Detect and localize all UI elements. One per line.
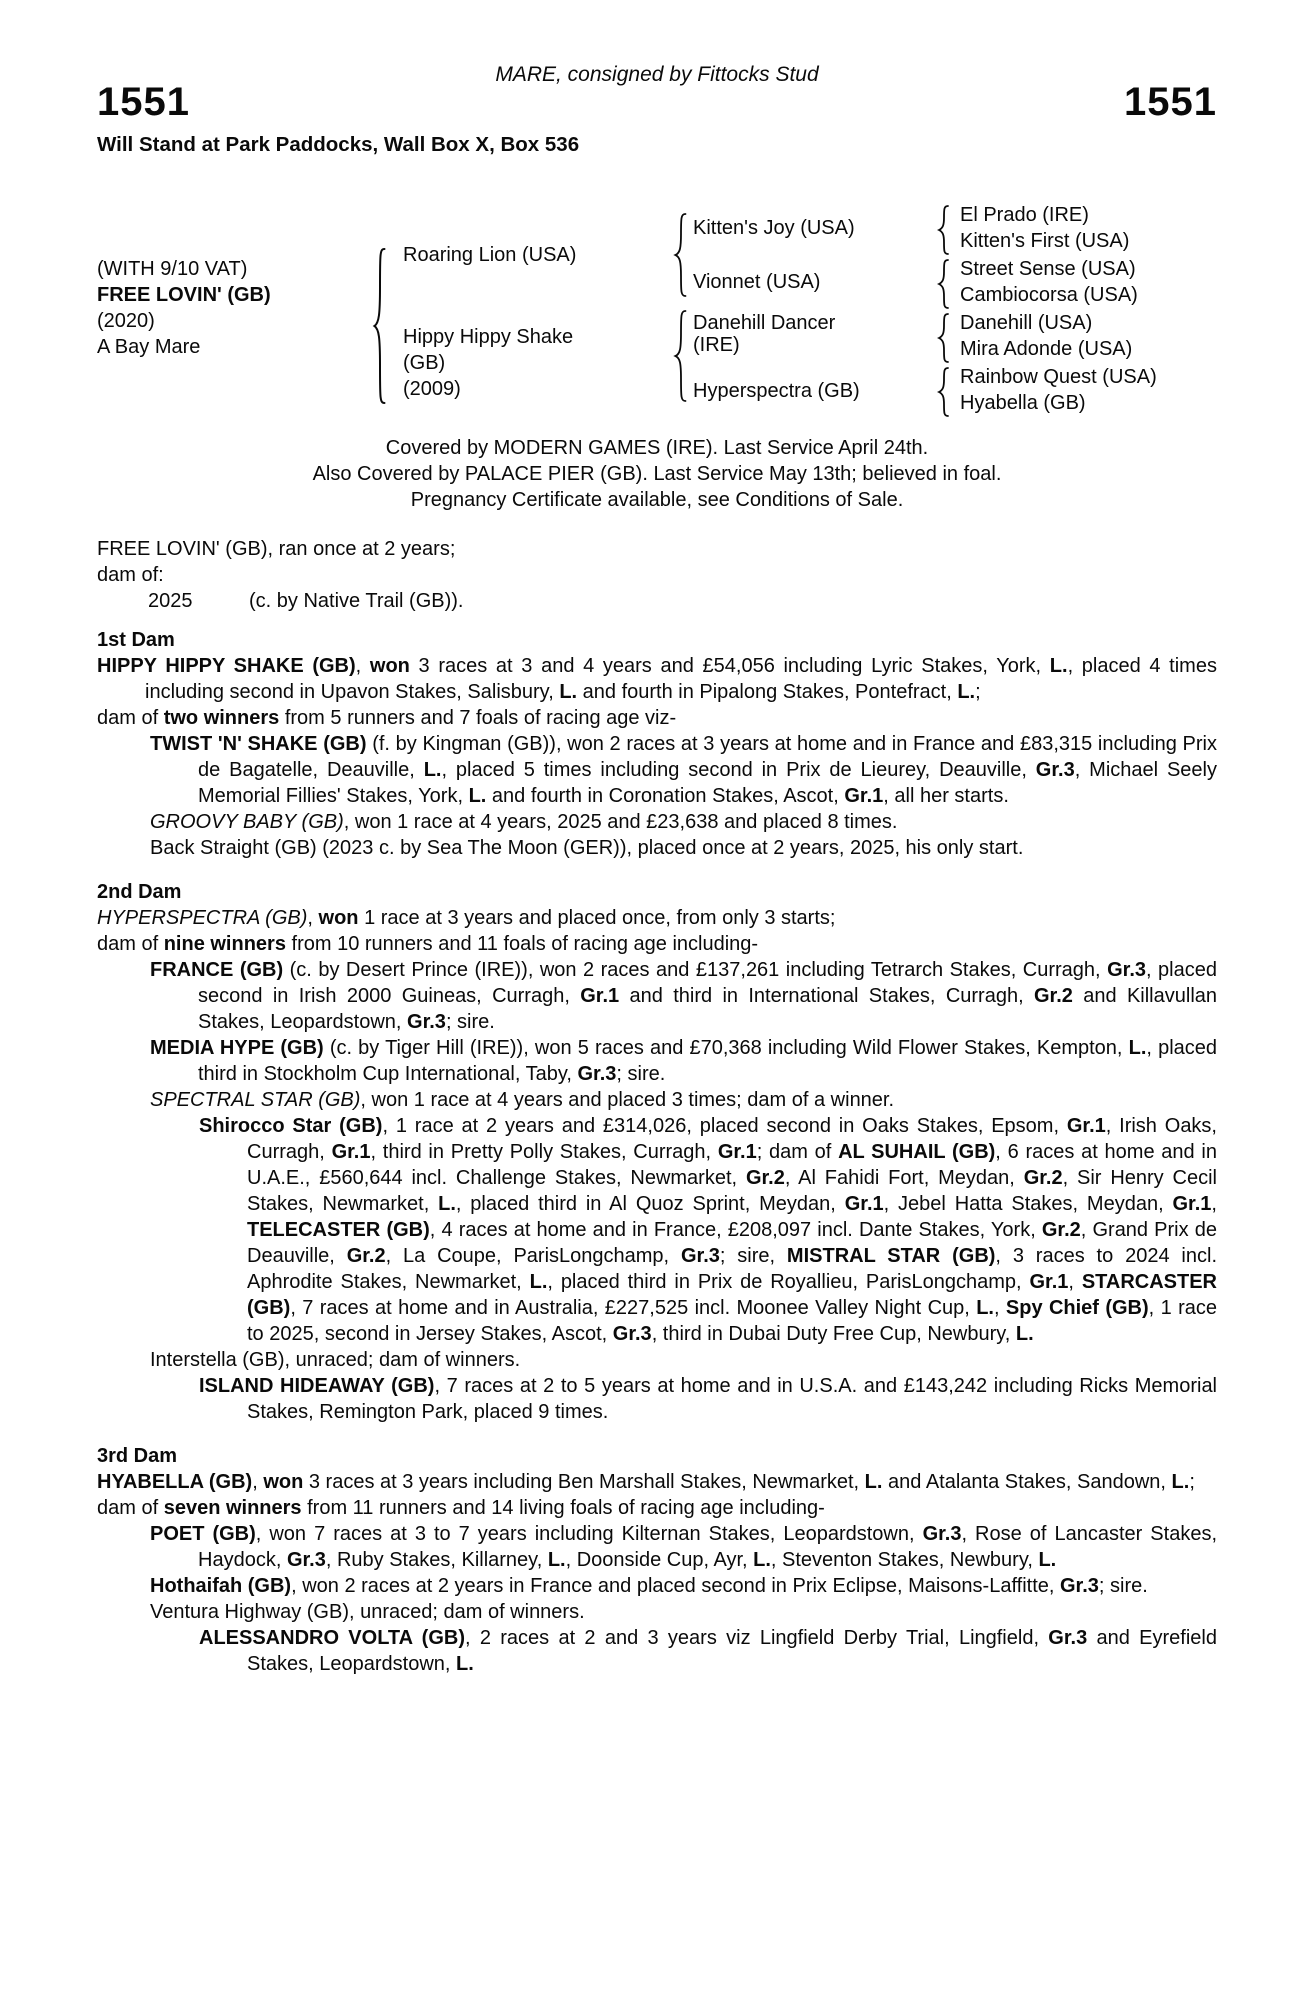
text-segment: , 3 races to 2024 incl. Aphrodite Stakes, Newmarket, <box>247 1245 1217 1293</box>
text-segment: from 5 runners and 7 foals of racing age viz- <box>279 707 677 729</box>
covering-line-2: Also Covered by PALACE PIER (GB). Last Service May 13th; believed in foal. <box>312 463 1002 485</box>
text-segment: L. <box>1049 655 1068 677</box>
text-segment: Gr.1 <box>1066 1115 1106 1137</box>
text-segment: , placed third in Stockholm Cup International, Taby, <box>198 1037 1218 1085</box>
text-segment: TELECASTER (GB) <box>247 1219 430 1241</box>
produce-entry <box>97 588 1217 614</box>
text-segment: TWIST 'N' SHAKE (GB) <box>150 733 367 755</box>
text-segment: , Rose of Lancaster Stakes, Haydock, <box>198 1523 1217 1571</box>
text-segment: and third in International Stakes, Curragh, <box>619 985 1034 1007</box>
text-segment: HYABELLA (GB) <box>97 1471 253 1493</box>
text-segment: won <box>263 1471 304 1493</box>
covering-details <box>97 435 1217 513</box>
dam-section-heading: 1st Dam <box>97 629 175 651</box>
text-segment: won <box>318 907 359 929</box>
text-segment: HIPPY HIPPY SHAKE (GB) <box>97 655 356 677</box>
text-segment: , <box>993 1297 1006 1319</box>
text-segment: and fourth in Pipalong Stakes, Pontefract, <box>577 681 958 703</box>
text-segment: Gr.1 <box>844 785 884 807</box>
pedigree-brace <box>936 313 950 363</box>
pedigree-brace <box>936 205 950 255</box>
text-segment: ; sire. <box>616 1063 666 1085</box>
text-segment: L. <box>559 681 578 703</box>
consignor-line: MARE, consigned by Fittocks Stud <box>495 63 819 86</box>
text-segment: HYPERSPECTRA (GB) <box>97 907 308 929</box>
foal-year: (2020) <box>97 310 155 332</box>
text-segment: ISLAND HIDEAWAY (GB) <box>199 1375 435 1397</box>
pedigree-paragraph <box>97 1087 1217 1113</box>
pedigree-paragraph <box>97 1469 1217 1495</box>
text-segment: (f. by Kingman (GB)), won 2 races at 3 years at home and in France and £83,315 including Prix de Bagatelle, Deauville, <box>198 733 1217 781</box>
text-segment: , 4 races at home and in France, £208,097 incl. Dante Stakes, York, <box>429 1219 1042 1241</box>
text-segment: , all her starts. <box>883 785 1009 807</box>
text-segment: , third in Dubai Duty Free Cup, Newbury, <box>651 1323 1016 1345</box>
text-segment: STARCASTER (GB) <box>247 1271 1217 1319</box>
text-segment: Gr.2 <box>1033 985 1073 1007</box>
text-segment: , Michael Seely Memorial Fillies' Stakes, York, <box>198 759 1217 807</box>
pedigree-paragraph <box>97 705 1217 731</box>
vat-note: (WITH 9/10 VAT) <box>97 258 248 280</box>
dam-name-line2: (GB) <box>403 352 446 374</box>
text-segment: , 1 race to 2025, second in Jersey Stakes, Ascot, <box>247 1297 1217 1345</box>
text-segment: Gr.3 <box>1107 959 1146 981</box>
text-segment: , Irish Oaks, Curragh, <box>247 1115 1217 1163</box>
dam-sire-name-line2: (IRE) <box>693 334 740 356</box>
text-segment: Spy Chief (GB) <box>1005 1297 1149 1319</box>
text-segment: Gr.2 <box>1023 1167 1063 1189</box>
sire-dam-name: Vionnet (USA) <box>693 271 821 293</box>
pedigree-paragraph <box>97 835 1217 861</box>
text-segment: , 2 races at 2 and 3 years viz Lingfield Derby Trial, Lingfield, <box>464 1627 1049 1649</box>
text-segment: and fourth in Coronation Stakes, Ascot, <box>486 785 845 807</box>
text-segment: Ventura Highway (GB), unraced; dam of winners. <box>150 1601 585 1623</box>
pedigree-paragraph <box>97 731 1217 809</box>
text-segment: Gr.1 <box>331 1141 371 1163</box>
pedigree-paragraph <box>97 931 1217 957</box>
sire-sire-name: Kitten's Joy (USA) <box>693 217 855 239</box>
text-segment: Gr.2 <box>1041 1219 1081 1241</box>
produce-detail: (c. by Native Trail (GB)). <box>249 590 464 612</box>
dam-section-3 <box>97 1443 1217 1677</box>
lot-number-left: 1551 <box>97 80 190 124</box>
text-segment: L. <box>468 785 487 807</box>
text-segment: ; sire. <box>1098 1575 1148 1597</box>
text-segment: L. <box>1015 1323 1034 1345</box>
text-segment: L. <box>1038 1549 1057 1571</box>
text-segment: Gr.1 <box>1172 1193 1212 1215</box>
text-segment: , 7 races at 2 to 5 years at home and in U.S.A. and £143,242 including Ricks Memorial Stakes, Remington Park, placed 9 times. <box>247 1375 1218 1423</box>
text-segment: , third in Pretty Polly Stakes, Curragh, <box>370 1141 718 1163</box>
text-segment: , <box>1068 1271 1082 1293</box>
text-segment: Back Straight (GB) (2023 c. by Sea The Moon (GER)), placed once at 2 years, 2025, his only start. <box>150 837 1024 859</box>
pedigree-paragraph <box>97 1373 1217 1425</box>
text-segment: Gr.2 <box>745 1167 785 1189</box>
text-segment: , placed third in Prix de Royallieu, ParisLongchamp, <box>547 1271 1030 1293</box>
text-segment: POET (GB) <box>150 1523 256 1545</box>
text-segment: , La Coupe, ParisLongchamp, <box>385 1245 681 1267</box>
text-segment: SPECTRAL STAR (GB) <box>150 1089 361 1111</box>
text-segment: Gr.3 <box>612 1323 652 1345</box>
text-segment: , 1 race at 2 years and £314,026, placed second in Oaks Stakes, Epsom, <box>382 1115 1067 1137</box>
text-segment: (c. by Tiger Hill (IRE)), won 5 races and £70,368 including Wild Flower Stakes, Kempton, <box>323 1037 1129 1059</box>
text-segment: Gr.3 <box>407 1011 446 1033</box>
text-segment: L. <box>547 1549 566 1571</box>
text-segment: Gr.3 <box>922 1523 962 1545</box>
great-grandparent-5: Danehill (USA) <box>960 312 1093 334</box>
text-segment: seven winners <box>163 1497 302 1519</box>
text-segment: , placed 4 times including second in Upavon Stakes, Salisbury, <box>145 655 1217 703</box>
text-segment: , won 1 race at 4 years, 2025 and £23,638 and placed 8 times. <box>343 811 898 833</box>
text-segment: L. <box>753 1549 771 1571</box>
text-segment: , Doonside Cup, Ayr, <box>565 1549 754 1571</box>
text-segment: , won 1 race at 4 years and placed 3 times; dam of a winner. <box>360 1089 895 1111</box>
pedigree-paragraph <box>97 1495 1217 1521</box>
text-segment: Shirocco Star (GB) <box>199 1115 383 1137</box>
stand-location-line: Will Stand at Park Paddocks, Wall Box X, Box 536 <box>97 133 580 156</box>
text-segment: two winners <box>163 707 280 729</box>
text-segment: from 10 runners and 11 foals of racing age including- <box>285 933 759 955</box>
dam-sire-name-line1: Danehill Dancer <box>693 312 836 334</box>
text-segment: 1 race at 3 years and placed once, from only 3 starts; <box>358 907 836 929</box>
text-segment: dam of <box>97 933 164 955</box>
text-segment: dam of <box>97 707 164 729</box>
text-segment: , won 2 races at 2 years in France and placed second in Prix Eclipse, Maisons-Laffitte, <box>291 1575 1060 1597</box>
dam-section-1 <box>97 627 1217 861</box>
text-segment: and Eyrefield Stakes, Leopardstown, <box>247 1627 1217 1675</box>
text-segment: ; <box>975 681 981 703</box>
pedigree-paragraph <box>97 1599 1217 1625</box>
text-segment: L. <box>976 1297 994 1319</box>
text-segment: 3 races at 3 and 4 years and £54,056 including Lyric Stakes, York, <box>409 655 1050 677</box>
text-segment: , <box>307 907 319 929</box>
pedigree-paragraph <box>97 809 1217 835</box>
text-segment: Gr.1 <box>580 985 620 1007</box>
text-segment: , placed third in Al Quoz Sprint, Meydan, <box>455 1193 845 1215</box>
pedigree-paragraph <box>97 1521 1217 1573</box>
text-segment: GROOVY BABY (GB) <box>150 811 344 833</box>
text-segment: MISTRAL STAR (GB) <box>786 1245 996 1267</box>
text-segment: , Sir Henry Cecil Stakes, Newmarket, <box>247 1167 1217 1215</box>
text-segment: , Al Fahidi Fort, Meydan, <box>784 1167 1024 1189</box>
text-segment: AL SUHAIL (GB) <box>838 1141 996 1163</box>
text-segment: ALESSANDRO VOLTA (GB) <box>199 1627 465 1649</box>
horse-description: A Bay Mare <box>97 336 201 358</box>
text-segment: Gr.3 <box>1035 759 1075 781</box>
text-segment: , 6 races at home and in U.A.E., £560,644 incl. Challenge Stakes, Newmarket, <box>247 1141 1217 1189</box>
text-segment: L. <box>456 1653 474 1675</box>
text-segment: Gr.1 <box>1029 1271 1069 1293</box>
pedigree-paragraph <box>97 1347 1217 1373</box>
pedigree-paragraph <box>97 653 1217 705</box>
dam-name-line3: (2009) <box>403 378 461 400</box>
text-segment: L. <box>438 1193 456 1215</box>
dam-sections <box>97 627 1217 1695</box>
text-segment: ; <box>1189 1471 1195 1493</box>
text-segment: won <box>369 655 410 677</box>
pedigree-brace <box>372 248 386 404</box>
great-grandparent-6: Mira Adonde (USA) <box>960 338 1133 360</box>
text-segment: L. <box>423 759 442 781</box>
dam-dam-name: Hyperspectra (GB) <box>693 380 860 402</box>
text-segment: , won 7 races at 3 to 7 years including Kilternan Stakes, Leopardstown, <box>255 1523 923 1545</box>
text-segment: L. <box>1128 1037 1147 1059</box>
race-record <box>97 536 1217 614</box>
race-record-line: FREE LOVIN' (GB), ran once at 2 years; <box>97 538 456 560</box>
text-segment: MEDIA HYPE (GB) <box>150 1037 324 1059</box>
text-segment: , <box>355 655 370 677</box>
dam-section-2 <box>97 879 1217 1425</box>
produce-dam-of: dam of: <box>97 564 164 586</box>
text-segment: , placed second in Irish 2000 Guineas, Curragh, <box>198 959 1217 1007</box>
text-segment: FRANCE (GB) <box>150 959 284 981</box>
pedigree-paragraph <box>97 1625 1217 1677</box>
pedigree-paragraph <box>97 1113 1217 1347</box>
dam-section-heading: 3rd Dam <box>97 1445 178 1467</box>
great-grandparent-7: Rainbow Quest (USA) <box>960 366 1157 388</box>
text-segment: Gr.2 <box>346 1245 386 1267</box>
pedigree-paragraph <box>97 957 1217 1035</box>
text-segment: , 7 races at home and in Australia, £227,525 incl. Moonee Valley Night Cup, <box>290 1297 977 1319</box>
great-grandparent-3: Street Sense (USA) <box>960 258 1136 280</box>
text-segment: Hothaifah (GB) <box>150 1575 292 1597</box>
lot-number-right: 1551 <box>1124 80 1217 124</box>
text-segment: , placed 5 times including second in Prix de Lieurey, Deauville, <box>441 759 1036 781</box>
text-segment: ; sire. <box>445 1011 495 1033</box>
text-segment: , Grand Prix de Deauville, <box>247 1219 1217 1267</box>
text-segment: Interstella (GB), unraced; dam of winners. <box>150 1349 521 1371</box>
covering-line-1: Covered by MODERN GAMES (IRE). Last Service April 24th. <box>385 437 929 459</box>
text-segment: L. <box>1171 1471 1190 1493</box>
text-segment: L. <box>864 1471 883 1493</box>
pedigree-paragraph <box>97 1573 1217 1599</box>
pedigree-brace <box>673 310 687 402</box>
pedigree-chart <box>0 0 1315 440</box>
pedigree-paragraph <box>97 905 1217 931</box>
great-grandparent-4: Cambiocorsa (USA) <box>960 284 1138 306</box>
text-segment: L. <box>529 1271 548 1293</box>
pedigree-paragraph <box>97 1035 1217 1087</box>
text-segment: Gr.3 <box>680 1245 720 1267</box>
sire-name: Roaring Lion (USA) <box>403 244 577 266</box>
text-segment: , Ruby Stakes, Killarney, <box>325 1549 548 1571</box>
great-grandparent-2: Kitten's First (USA) <box>960 230 1130 252</box>
text-segment: nine winners <box>163 933 286 955</box>
text-segment: Gr.3 <box>577 1063 617 1085</box>
text-segment: ; dam of <box>756 1141 839 1163</box>
pedigree-brace <box>936 367 950 417</box>
text-segment: (c. by Desert Prince (IRE)), won 2 races and £137,261 including Tetrarch Stakes, Curragh, <box>283 959 1108 981</box>
text-segment: from 11 runners and 14 living foals of racing age including- <box>301 1497 825 1519</box>
text-segment: , Steventon Stakes, Newbury, <box>770 1549 1039 1571</box>
text-segment: , <box>252 1471 264 1493</box>
text-segment: dam of <box>97 1497 164 1519</box>
text-segment: 3 races at 3 years including Ben Marshall Stakes, Newmarket, <box>303 1471 865 1493</box>
dam-section-heading: 2nd Dam <box>97 881 182 903</box>
text-segment: L. <box>957 681 976 703</box>
covering-line-3: Pregnancy Certificate available, see Conditions of Sale. <box>410 489 904 511</box>
text-segment: and Atalanta Stakes, Sandown, <box>882 1471 1172 1493</box>
great-grandparent-1: El Prado (IRE) <box>960 204 1089 226</box>
pedigree-brace <box>673 213 687 297</box>
produce-year: 2025 <box>148 590 193 612</box>
text-segment: Gr.1 <box>717 1141 757 1163</box>
text-segment: Gr.3 <box>1048 1627 1088 1649</box>
great-grandparent-8: Hyabella (GB) <box>960 392 1086 414</box>
text-segment: Gr.3 <box>1060 1575 1099 1597</box>
horse-name: FREE LOVIN' (GB) <box>97 284 271 306</box>
dam-name-line1: Hippy Hippy Shake <box>403 326 574 348</box>
text-segment: Gr.1 <box>844 1193 884 1215</box>
text-segment: Gr.3 <box>286 1549 326 1571</box>
pedigree-brace <box>936 259 950 309</box>
text-segment: and Killavullan Stakes, Leopardstown, <box>198 985 1218 1033</box>
text-segment: , Jebel Hatta Stakes, Meydan, <box>883 1193 1173 1215</box>
text-segment: ; sire, <box>719 1245 787 1267</box>
text-segment: , <box>1211 1193 1217 1215</box>
